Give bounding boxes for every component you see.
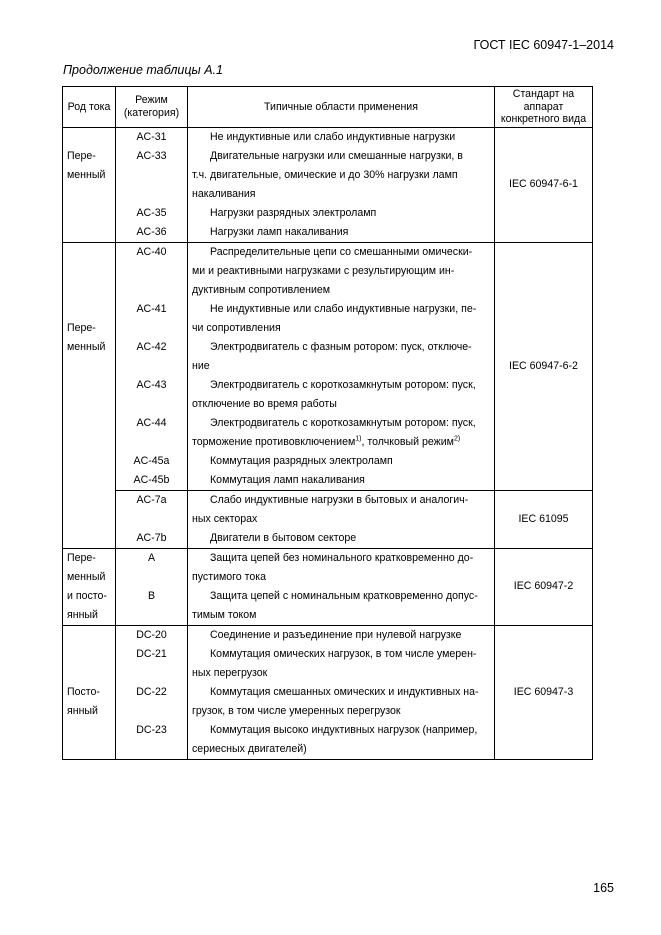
application-line: Коммутация омических нагрузок, в том числе умерен-: [210, 647, 477, 660]
current-spacer: [67, 664, 111, 683]
current-type-cell: [63, 548, 116, 625]
application-line: Слабо индуктивные нагрузки в бытовых и аналогич-: [210, 493, 469, 506]
category-cell: [116, 625, 188, 759]
current-type-cell: [63, 625, 116, 759]
category-code: AC-44: [136, 416, 167, 429]
application-cell: [188, 242, 495, 490]
application-cell: [188, 490, 495, 548]
table-caption: Продолжение таблицы А.1: [63, 63, 223, 77]
col-header-category: Режим (категория): [116, 87, 188, 128]
standard-cell: IEC 61095: [495, 490, 593, 548]
current-type-text: Посто-: [67, 685, 100, 698]
application-line: Защита цепей без номинального кратковременно до-: [210, 551, 474, 564]
category-cell: [116, 127, 188, 242]
category-spacer: [116, 510, 187, 529]
application-cell: [188, 625, 495, 759]
category-code: DC-22: [136, 685, 167, 698]
application-line: Электродвигатель с короткозамкнутым ротором: пуск,: [210, 416, 476, 429]
categories-table: [62, 86, 593, 760]
current-type-text: Пере-: [67, 149, 96, 162]
current-type-cell: [63, 242, 116, 548]
category-spacer: [116, 702, 187, 721]
application-cell: [188, 127, 495, 242]
current-type-text: янный: [67, 608, 98, 621]
category-cell: [116, 490, 188, 548]
standard-cell: IEC 60947-2: [495, 548, 593, 625]
category-code: DC-23: [136, 723, 167, 736]
category-code: AC-40: [136, 245, 167, 258]
category-spacer: [116, 166, 187, 185]
application-line: Распределительные цепи со смешанными омически-: [210, 245, 473, 258]
application-line: Электродвигатель с короткозамкнутым ротором: пуск,: [210, 378, 476, 391]
category-spacer: [116, 740, 187, 759]
current-spacer: [67, 300, 111, 319]
category-spacer: [116, 185, 187, 204]
category-code: AC-36: [136, 225, 167, 238]
application-line: ние: [192, 359, 210, 372]
application-line: грузок, в том числе умеренных перегрузок: [192, 704, 401, 717]
application-line: чи сопротивления: [192, 321, 281, 334]
table-row: [63, 625, 593, 759]
category-code: AC-31: [136, 130, 167, 143]
category-code: DC-21: [136, 647, 167, 660]
current-spacer: [67, 281, 111, 300]
category-cell: [116, 548, 188, 625]
current-spacer: [67, 262, 111, 281]
current-type-cell: [63, 127, 116, 242]
application-line: ных перегрузок: [192, 666, 268, 679]
category-code: AC-7a: [136, 493, 167, 506]
current-spacer: [67, 626, 111, 645]
application-line: Не индуктивные или слабо индуктивные нагрузки: [210, 130, 456, 143]
category-code: A: [147, 551, 156, 564]
col-header-standard: Стандарт на аппарат конкретного вида: [495, 87, 593, 128]
application-text: торможение противовключением: [192, 435, 356, 448]
current-type-text: менный: [67, 570, 106, 583]
category-spacer: [116, 281, 187, 300]
current-spacer: [67, 645, 111, 664]
category-code: DC-20: [136, 628, 167, 641]
category-cell: [116, 242, 188, 490]
application-cell: [188, 548, 495, 625]
application-line: Коммутация смешанных омических и индуктивных на-: [210, 685, 479, 698]
application-line: сериесных двигателей): [192, 742, 307, 755]
application-line: Не индуктивные или слабо индуктивные нагрузки, пе-: [210, 302, 477, 315]
category-code: AC-35: [136, 206, 167, 219]
category-code: AC-45b: [133, 473, 170, 486]
table-row: [63, 490, 593, 548]
category-code: AC-7b: [136, 531, 167, 544]
category-spacer: [116, 262, 187, 281]
category-spacer: [116, 664, 187, 683]
current-type-text: менный: [67, 168, 106, 181]
current-spacer: [67, 128, 111, 147]
table-row: [63, 127, 593, 242]
table-body: [63, 127, 593, 759]
application-line: Электродвигатель с фазным ротором: пуск, отключе-: [210, 340, 472, 353]
application-line: Защита цепей с номинальным кратковременно допус-: [210, 589, 478, 602]
application-line: Коммутация ламп накаливания: [210, 473, 365, 486]
application-line: тимым током: [192, 608, 257, 621]
category-code: AC-33: [136, 149, 167, 162]
application-line: [192, 433, 490, 452]
application-text: , толчковый режим: [361, 435, 454, 448]
application-line: Коммутация разрядных электроламп: [210, 454, 393, 467]
category-code: B: [147, 589, 156, 602]
category-code: AC-45a: [133, 454, 170, 467]
category-spacer: [116, 319, 187, 338]
application-line: Коммутация высоко индуктивных нагрузок (например,: [210, 723, 478, 736]
application-line: Двигательные нагрузки или смешанные нагрузки, в: [210, 149, 463, 162]
standard-cell: IEC 60947-3: [495, 625, 593, 759]
table-header-row: [63, 87, 593, 128]
table-row: [63, 548, 593, 625]
current-type-text: Пере-: [67, 551, 96, 564]
application-line: пустимого тока: [192, 570, 267, 583]
category-code: AC-42: [136, 340, 167, 353]
application-line: Соединение и разъединение при нулевой нагрузке: [210, 628, 462, 641]
category-spacer: [116, 568, 187, 587]
standard-cell: IEC 60947-6-2: [495, 242, 593, 490]
footnote-ref: 1): [355, 434, 362, 442]
current-type-text: Пере-: [67, 321, 96, 334]
application-line: отключение во время работы: [192, 397, 337, 410]
col-header-applications: Типичные области применения: [188, 87, 495, 128]
current-type-text: янный: [67, 704, 98, 717]
application-line: накаливания: [192, 187, 256, 200]
current-type-text: менный: [67, 340, 106, 353]
category-spacer: [116, 395, 187, 414]
category-code: AC-41: [136, 302, 167, 315]
application-line: ных секторах: [192, 512, 258, 525]
application-line: дуктивным сопротивлением: [192, 283, 331, 296]
application-line: Нагрузки разрядных электроламп: [210, 206, 377, 219]
application-line: Нагрузки ламп накаливания: [210, 225, 349, 238]
category-code: AC-43: [136, 378, 167, 391]
page-number: 165: [593, 881, 614, 895]
footnote-ref: 2): [453, 434, 461, 442]
application-line: Двигатели в бытовом секторе: [210, 531, 357, 544]
current-type-text: и посто-: [67, 589, 107, 602]
category-spacer: [116, 357, 187, 376]
current-spacer: [67, 243, 111, 262]
application-line: т.ч. двигательные, омические и до 30% нагрузки ламп: [192, 168, 458, 181]
category-spacer: [116, 433, 187, 452]
standard-cell: IEC 60947-6-1: [495, 127, 593, 242]
application-line: ми и реактивными нагрузками с результирующим ин-: [192, 264, 455, 277]
table-row: [63, 242, 593, 490]
col-header-current: Род тока: [63, 87, 116, 128]
document-header: ГОСТ IEC 60947-1–2014: [473, 38, 614, 52]
category-spacer: [116, 606, 187, 625]
